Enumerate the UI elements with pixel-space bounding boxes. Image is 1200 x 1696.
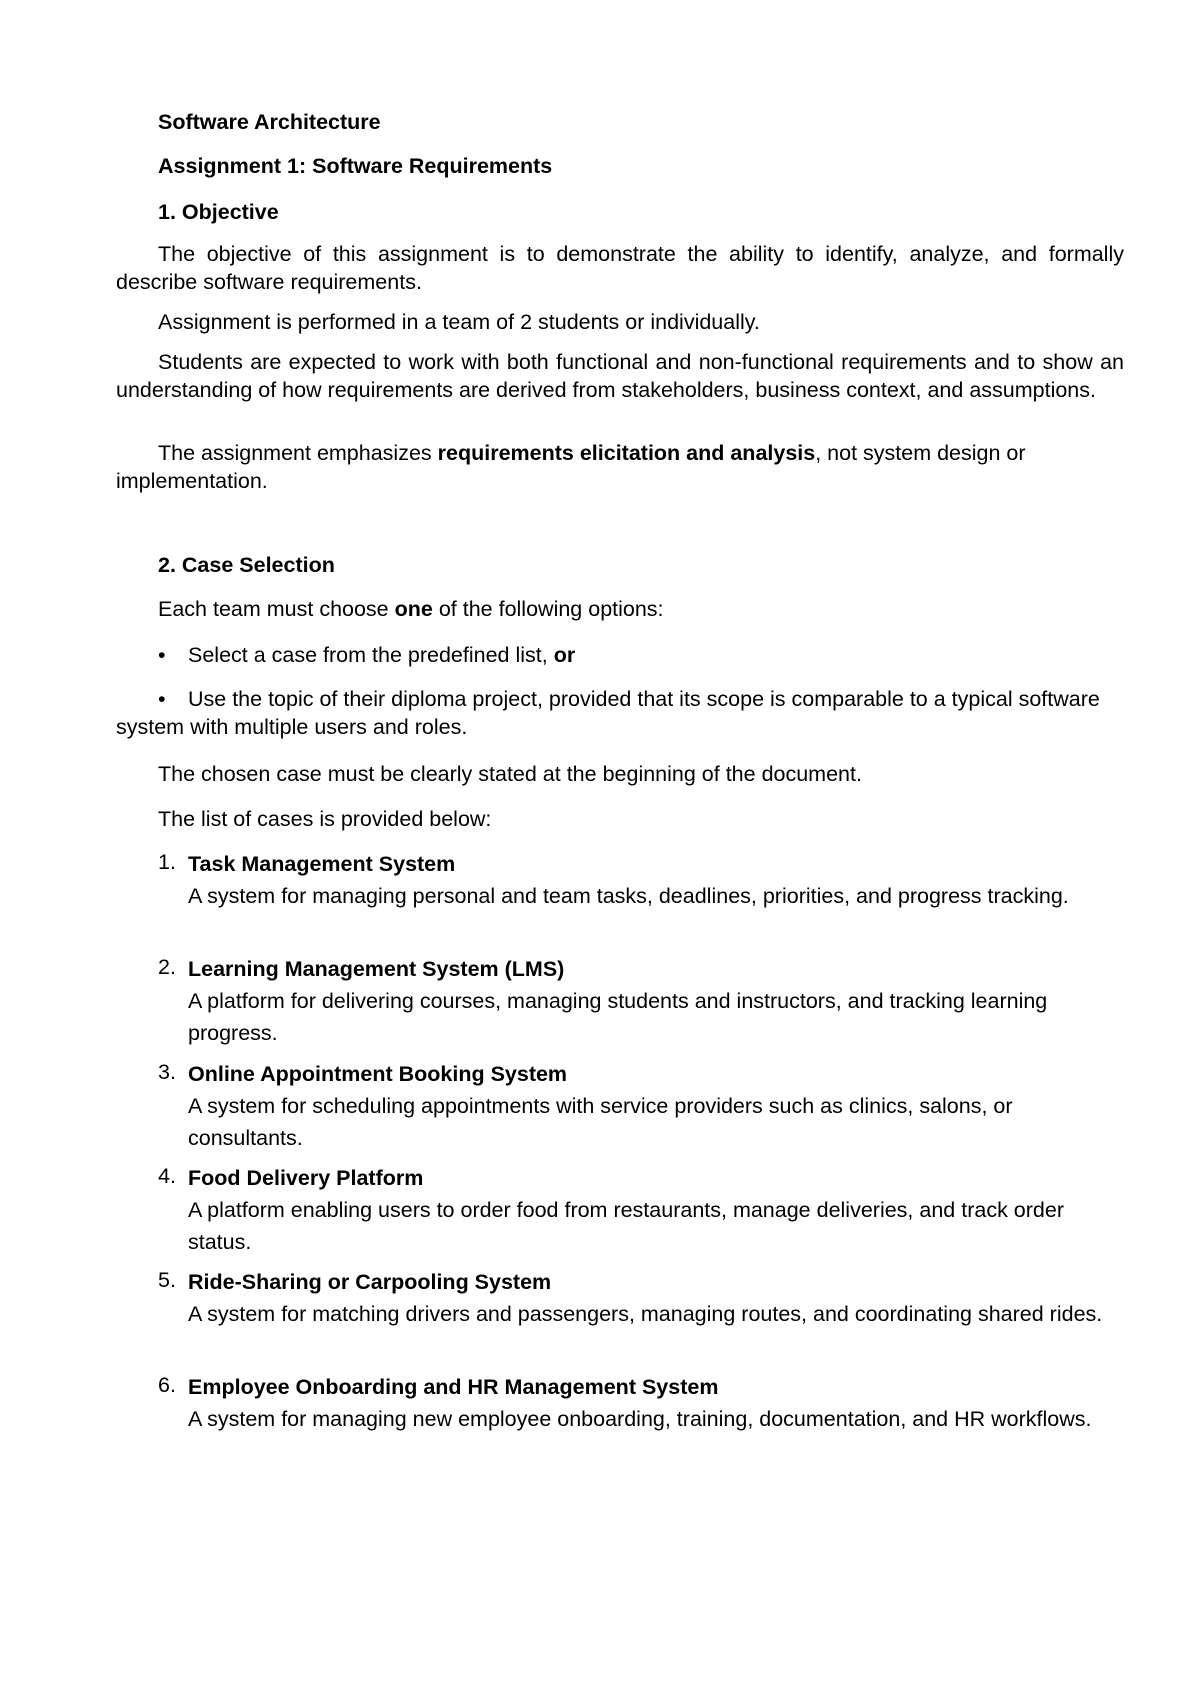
case-number: 5. [158,1268,176,1292]
case-number: 1. [158,850,176,874]
bullet-or: or [553,643,576,667]
case-number: 6. [158,1373,176,1397]
bullet-dot-icon: • [158,643,166,667]
intro-text-after: of the following options: [432,597,664,621]
section-heading-case-selection: 2. Case Selection [158,553,335,577]
bullet-item-predefined [116,641,1124,669]
bullet-text: Use the topic of their diploma project, provided that its scope is comparable to a typical software system with multiple users and roles. [116,687,1100,739]
case-list-intro: The list of cases is provided below: [158,807,492,831]
case-description: A platform for delivering courses, managing students and instructors, and tracking learning progress. [188,989,1048,1045]
intro-text-before: Each team must choose [158,597,395,621]
case-selection-intro [116,595,1124,623]
objective-paragraph-2: Assignment is performed in a team of 2 students or individually. [158,310,760,334]
case-list-item [158,1058,1108,1154]
case-list-item [158,1162,1108,1258]
case-description: A system for scheduling appointments with service providers such as clinics, salons, or consultants. [188,1094,1013,1150]
case-list-item [158,1266,1108,1330]
case-description: A system for managing new employee onboarding, training, documentation, and HR workflows. [188,1407,1092,1431]
case-number: 4. [158,1164,176,1188]
bullet-dot-icon: • [158,687,166,711]
case-number: 3. [158,1060,176,1084]
objective-paragraph-4 [116,439,1124,495]
case-description: A system for managing personal and team tasks, deadlines, priorities, and progress tracking. [188,884,1069,908]
case-name: Employee Onboarding and HR Management System [188,1375,719,1399]
case-number: 2. [158,955,176,979]
course-title: Software Architecture [158,110,381,134]
case-list-item [158,1371,1108,1435]
p4-text-after: , not system design or implementation. [116,441,1026,493]
case-name: Food Delivery Platform [188,1166,424,1190]
assignment-title: Assignment 1: Software Requirements [158,154,553,178]
case-description: A platform enabling users to order food from restaurants, manage deliveries, and track order status. [188,1198,1064,1254]
case-description: A system for matching drivers and passengers, managing routes, and coordinating shared rides. [188,1302,1103,1326]
case-name: Online Appointment Booking System [188,1062,568,1086]
section-heading-objective: 1. Objective [158,200,279,224]
p4-emphasis: requirements elicitation and analysis [437,441,816,465]
bullet-text: Select a case from the predefined list, [188,643,554,667]
chosen-case-note: The chosen case must be clearly stated at the beginning of the document. [158,762,862,786]
bullet-item-diploma [116,685,1124,741]
objective-paragraph-1: The objective of this assignment is to demonstrate the ability to identify, analyze, and formally describe software requirements. [116,242,1124,294]
case-name: Ride-Sharing or Carpooling System [188,1270,552,1294]
intro-emphasis: one [394,597,433,621]
case-name: Learning Management System (LMS) [188,957,565,981]
p4-text-before: The assignment emphasizes [158,441,438,465]
case-list-item [158,848,1108,912]
objective-paragraph-3: Students are expected to work with both functional and non-functional requirements and to show an understanding of how requirements are derived from stakeholders, business context, and assumptions. [116,350,1124,402]
case-name: Task Management System [188,852,456,876]
case-list-item [158,953,1108,1049]
